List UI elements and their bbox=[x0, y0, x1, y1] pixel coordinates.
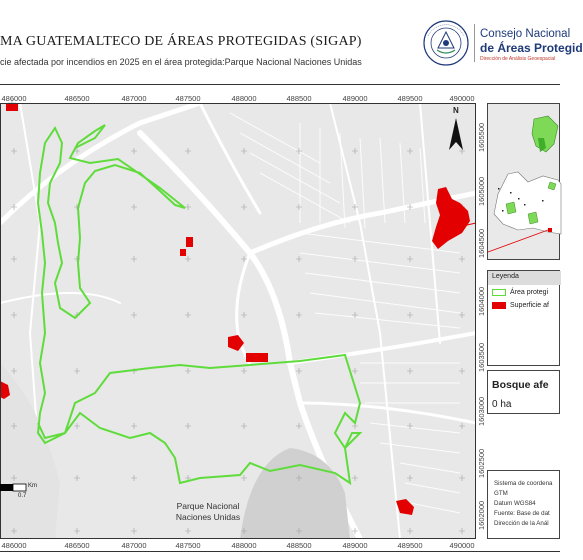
legend-title: Leyenda bbox=[488, 271, 561, 285]
x-tick-label: 486500 bbox=[64, 94, 90, 103]
x-tick-label: 489000 bbox=[342, 94, 368, 103]
x-tick-label: 489500 bbox=[397, 94, 423, 103]
x-tick-label: 487000 bbox=[121, 541, 147, 550]
logo-text-line1: Consejo Nacional bbox=[480, 28, 571, 40]
forest-affected-title: Bosque afe bbox=[492, 379, 549, 391]
y-tick-label: 1602500 bbox=[477, 448, 486, 478]
legend bbox=[487, 270, 560, 366]
north-label: N bbox=[453, 106, 459, 115]
inset-canvas bbox=[488, 104, 561, 261]
forest-affected-box bbox=[487, 370, 560, 414]
scale-value: 0.7 bbox=[18, 493, 27, 499]
main-map[interactable] bbox=[0, 103, 476, 539]
government-seal-icon bbox=[420, 18, 472, 68]
legend-item-protected-area bbox=[492, 287, 548, 297]
note-line: Dirección de la Anál bbox=[494, 520, 549, 527]
y-tick-label: 1602000 bbox=[477, 500, 486, 530]
y-tick-label: 1604000 bbox=[477, 286, 486, 316]
scale-bar bbox=[0, 484, 26, 491]
legend-item-label: Área protegi bbox=[510, 288, 549, 296]
logo-text-line3: Dirección de Análisis Geoespacial bbox=[480, 56, 556, 62]
y-tick-label: 1603000 bbox=[477, 396, 486, 426]
note-line: Datum WGS84 bbox=[494, 500, 536, 507]
y-tick-label: 1605000 bbox=[477, 176, 486, 206]
y-tick-label: 1604500 bbox=[477, 228, 486, 258]
x-tick-label: 488500 bbox=[286, 541, 312, 550]
metadata-notes bbox=[487, 470, 560, 539]
x-tick-label: 487500 bbox=[175, 541, 201, 550]
header-rule bbox=[0, 84, 560, 85]
x-tick-label: 486500 bbox=[64, 541, 90, 550]
x-tick-label: 488000 bbox=[231, 541, 257, 550]
x-tick-label: 490000 bbox=[449, 541, 475, 550]
y-tick-label: 1603500 bbox=[477, 342, 486, 372]
logo-divider bbox=[474, 24, 475, 62]
protected-area-swatch bbox=[492, 289, 506, 296]
scale-unit: Km bbox=[28, 483, 37, 489]
x-tick-label: 486000 bbox=[1, 94, 27, 103]
forest-affected-value: 0 ha bbox=[492, 399, 512, 410]
logo-text-line2: de Áreas Protegid bbox=[480, 41, 583, 55]
x-tick-label: 490000 bbox=[449, 94, 475, 103]
note-line: Sistema de coordena bbox=[494, 480, 553, 487]
map-canvas bbox=[0, 103, 476, 539]
burned-area-swatch bbox=[492, 302, 506, 309]
x-tick-label: 488000 bbox=[231, 94, 257, 103]
x-tick-label: 487500 bbox=[175, 94, 201, 103]
header bbox=[0, 8, 560, 88]
legend-item-label: Superficie af bbox=[510, 301, 549, 309]
x-tick-label: 486000 bbox=[1, 541, 27, 550]
x-tick-label: 489000 bbox=[342, 541, 368, 550]
x-tick-label: 489500 bbox=[397, 541, 423, 550]
location-inset-map bbox=[487, 103, 560, 260]
x-tick-label: 488500 bbox=[286, 94, 312, 103]
x-tick-label: 487000 bbox=[121, 94, 147, 103]
page-subtitle: cie afectada por incendios en 2025 en el área protegida:Parque Nacional Naciones Unidas bbox=[0, 57, 362, 67]
park-name-line1: Parque Nacional bbox=[176, 501, 240, 511]
note-line: GTM bbox=[494, 490, 508, 497]
legend-item-burned-area bbox=[492, 300, 549, 310]
park-name-label bbox=[148, 501, 268, 523]
bottom-rule bbox=[0, 551, 560, 552]
y-tick-label: 1605500 bbox=[477, 122, 486, 152]
page-title: MA GUATEMALTECO DE ÁREAS PROTEGIDAS (SIGAP) bbox=[0, 34, 362, 49]
note-line: Fuente: Base de dat bbox=[494, 510, 550, 517]
north-arrow-icon bbox=[447, 110, 465, 154]
park-name-line2: Naciones Unidas bbox=[175, 512, 241, 522]
